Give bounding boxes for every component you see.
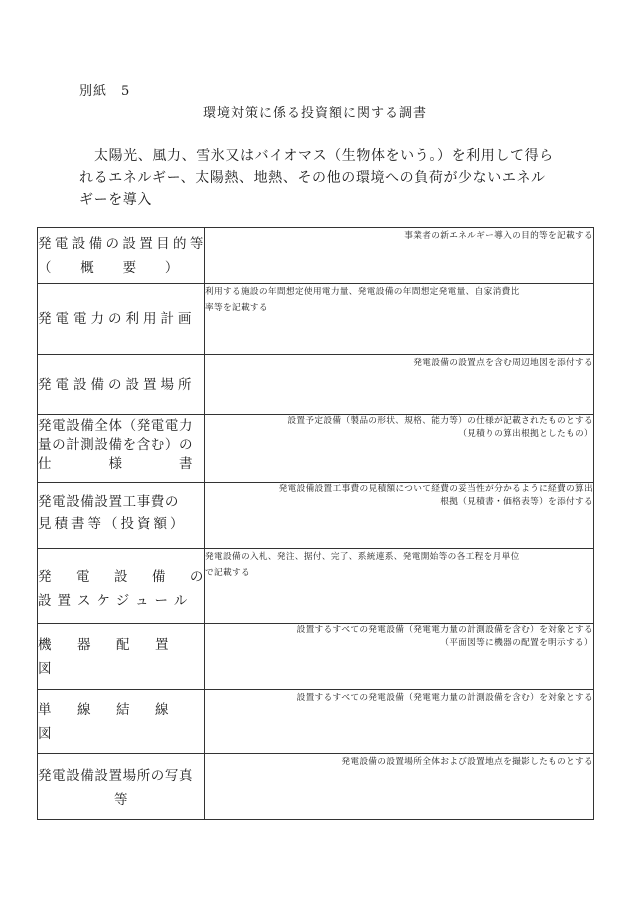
row-label [38,549,205,624]
row-label [38,355,205,415]
row-label [38,690,205,754]
label-line: 仕 様 書 [38,456,194,472]
table-row-single-line-diagram [38,690,594,754]
row-label [38,624,205,690]
label-line: 発 電 設 備 の [38,569,204,585]
intro-paragraph: 太陽光、風力、雪氷又はバイオマス（生物体をいう。）を利用して得られるエネルギー、太陽熱、地熱、その他の環境への負荷が少ないエネルギーを導入 [79,148,554,208]
desc-line: （平面図等に機器の配置を明示する） [440,638,593,648]
label-line: 見積書等（投資額） [38,516,187,532]
table-row-specification [38,415,594,483]
label-line: 発電設備全体（発電電力 [38,418,194,434]
row-description [205,284,594,355]
document-title: 環境対策に係る投資額に関する調書 [202,106,427,121]
row-label [38,228,205,284]
row-description [205,549,594,624]
row-description [205,483,594,549]
label-line: 発電設備設置場所の写真 [38,768,194,784]
annex-label: 別紙 5 [79,84,131,99]
row-label [38,483,205,549]
label-line: （ 概 要 ） [38,259,179,276]
row-label [38,754,205,820]
desc-line: 発電設備の入札、発注、据付、完了、系統連系、発電開始等の各工程を月単位 [205,552,520,562]
row-description [205,624,594,690]
label-line: 発電設備設置工事費の [38,494,179,510]
row-description [205,415,594,483]
table-row-layout-drawing [38,624,594,690]
label-line: 設置スケジュール [38,593,194,609]
table-row-usage-plan [38,284,594,355]
row-label [38,415,205,483]
table-row-estimate [38,483,594,549]
table-row-location [38,355,594,415]
label-line: 発電電力の利用計画 [38,311,196,327]
row-description [205,690,594,754]
row-description [205,355,594,415]
desc-line: 利用する施設の年間想定使用電力量、発電設備の年間想定発電量、自家消費比 [205,287,520,297]
desc-line: （見積りの算出根拠としたもの） [458,429,593,439]
desc-line: 設置するすべての発電設備（発電電力量の計測設備を含む）を対象とする [296,693,593,703]
label-line: 機 器 配 置 図 [38,636,194,677]
label-line: 単 線 結 線 図 [38,701,194,742]
investment-table [37,227,594,820]
desc-line: 設置するすべての発電設備（発電電力量の計測設備を含む）を対象とする [296,625,593,635]
desc-line: で記載する [205,568,250,578]
label-line: 量の計測設備を含む）の [38,437,194,453]
table-row-photos [38,754,594,820]
desc-line: 事業者の新エネルギー導入の目的等を記載する [404,231,593,241]
desc-line: 設置予定設備（製品の形状、規格、能力等）の仕様が記載されたものとする [287,416,593,426]
row-description [205,228,594,284]
label-line: 発電設備の設置場所 [38,376,196,393]
label-line: 発 電 設 備 の 設 置 目 的 等 [38,235,204,252]
table-row-schedule [38,549,594,624]
label-line: 等 [113,792,129,808]
row-description [205,754,594,820]
desc-line: 発電設備設置工事費の見積額について経費の妥当性が分かるように経費の算出 [278,484,593,494]
desc-line: 根拠（見積書・価格表等）を添付する [440,497,593,507]
desc-line: 率等を記載する [205,303,268,313]
table-row-purpose [38,228,594,284]
row-label [38,284,205,355]
desc-line: 発電設備の設置場所全体および設置地点を撮影したものとする [341,757,593,767]
desc-line: 発電設備の設置点を含む周辺地図を添付する [413,358,593,368]
